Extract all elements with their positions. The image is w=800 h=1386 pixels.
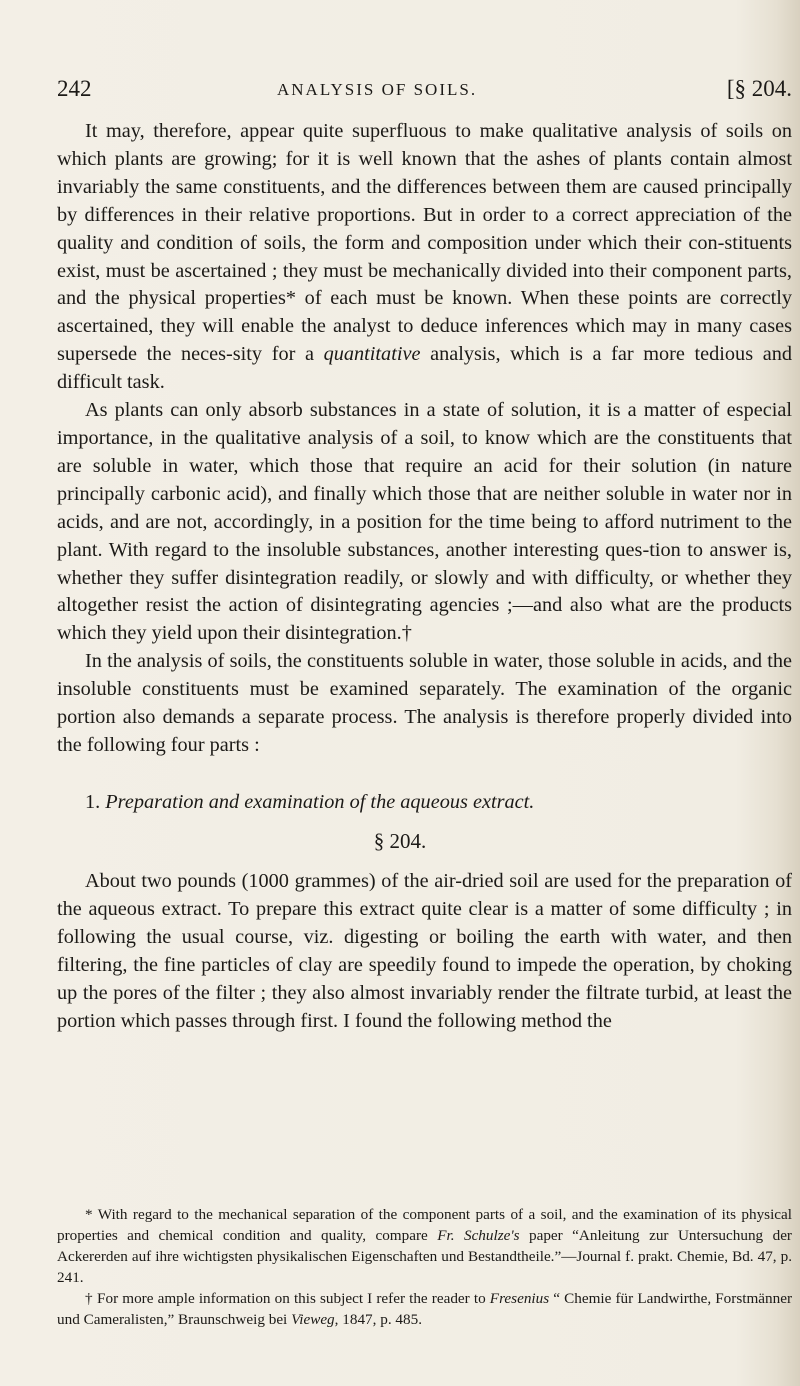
subheading xyxy=(57,791,792,814)
section-mark: § 204. xyxy=(373,829,427,853)
footnote-1: * With regard to the mechanical separation of the component parts of a soil, and the examination of its physical properties and chemical condition and quality, compare Fr. Schulze's paper “Anleitung zur Untersuchung der Ackererden auf ihre wichtigsten physikalischen Eigenschaften und Bestandtheile.”—Journal f. prakt. Chemie, Bd. 47, p. 241. xyxy=(57,1206,792,1286)
page-number: 242 xyxy=(57,76,92,101)
paragraph-3: In the analysis of soils, the constituents soluble in water, those soluble in acids, and the insoluble constituents must be examined separately. The examination of the organic portion also demands a separate process. The analysis is therefore properly divided into the following four parts : xyxy=(57,650,792,756)
emphasis: quantitative xyxy=(323,343,421,366)
running-title: ANALYSIS OF SOILS. xyxy=(277,80,478,99)
footnote-ref-dagger[interactable]: † xyxy=(401,622,412,645)
main-text-continued xyxy=(57,868,792,1035)
subheading-title: Preparation and examination of the aqueous extract. xyxy=(105,791,535,813)
section-reference: [§ 204. xyxy=(726,76,792,101)
footnotes xyxy=(57,1204,792,1330)
footnote-2: † For more ample information on this subject I refer the reader to Fresenius “ Chemie für Landwirthe, Forstmänner und Cameralisten,” Braunschweig bei Vieweg, 1847, p. 485. xyxy=(57,1290,793,1328)
footnote-ref-asterisk[interactable]: * xyxy=(285,287,296,310)
paragraph-4: About two pounds (1000 grammes) of the air-dried soil are used for the preparation of the aqueous extract. To prepare this extract quite clear is a matter of some difficulty ; in following the usual course, viz. digesting or boiling the earth with water, and then filtering, the fine particles of clay are speedily found to impede the operation, by choking up the pores of the filter ; they also almost invariably render the filtrate turbid, at least the portion which passes through first. I found the following method the xyxy=(57,870,792,1032)
subheading-number: 1. xyxy=(85,791,101,813)
paragraph-1: It may, therefore, appear quite superfluous to make qualitative analysis of soils on which plants are growing; for it is well known that the ashes of plants contain almost invariably the same constituents, and the differences between them are caused principally by differences in their relative proportions. But in order to a correct appreciation of the quality and condition of soils, the form and composition under which their con-stituents exist, must be ascertained ; they must be mechanically divided into their component parts, and the physical properties* of each must be known. When these points are correctly ascertained, they will enable the analyst to deduce inferences which may in many cases supersede the neces-sity for a quantitative analysis, which is a far more tedious and difficult task. xyxy=(57,120,792,394)
page-header xyxy=(57,76,792,110)
main-text xyxy=(57,118,792,760)
paragraph-2: As plants can only absorb substances in a state of solution, it is a matter of especial importance, in the qualitative analysis of a soil, to know which are the constituents that are soluble in water, which those that require an acid for their solution (in nature principally carbonic acid), and finally which those that are neither soluble in water nor in acids, and are not, accordingly, in a position for the time being to afford nutriment to the plant. With regard to the insoluble substances, another interesting ques-tion to answer is, whether they suffer disintegration readily, or slowly and with difficulty, or whether they altogether resist the action of disintegrating agencies ;—and also what are the products which they yield upon their disintegration.† xyxy=(57,399,792,645)
